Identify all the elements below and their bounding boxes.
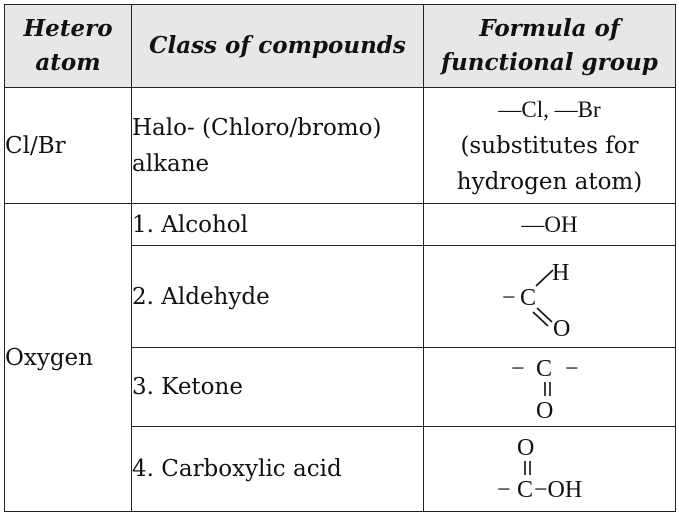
functional-groups-table	[4, 4, 676, 512]
bond-dash: −	[496, 477, 511, 503]
class-cell: 4. Carboxylic acid	[132, 427, 424, 512]
header-class-of-compounds: Class of compounds	[132, 5, 424, 88]
formula-cell	[424, 88, 676, 204]
formula-line: hydrogen atom)	[456, 168, 643, 195]
formula-cell: —OH	[424, 204, 676, 246]
carboxylic-structure	[495, 433, 605, 505]
class-cell: 1. Alcohol	[132, 204, 424, 246]
formula-line: (substitutes for	[460, 132, 639, 159]
double-bond	[537, 308, 552, 322]
class-cell: 3. Ketone	[132, 348, 424, 427]
formula-cell	[424, 246, 676, 348]
formula-cell	[424, 427, 676, 512]
formula-cell	[424, 348, 676, 427]
aldehyde-structure	[490, 252, 610, 342]
oxygen-symbol: O	[552, 315, 570, 342]
table-row	[5, 204, 676, 246]
bond-dash: −	[564, 356, 579, 382]
hydrogen-symbol: H	[551, 259, 569, 286]
header-formula: Formula of functional group	[424, 5, 676, 88]
carbon-symbol: C	[516, 477, 533, 503]
hetero-atom-cell: Cl/Br	[5, 88, 132, 204]
oxygen-symbol: O	[535, 398, 553, 422]
formula-line: —Cl, —Br	[498, 96, 601, 122]
class-cell: 2. Aldehyde	[132, 246, 424, 348]
bond-dash: −	[510, 356, 525, 382]
bond-dash: −	[501, 284, 516, 311]
hydroxyl-group: −OH	[533, 477, 582, 503]
ketone-structure	[505, 352, 595, 422]
single-bond	[536, 270, 553, 286]
oxygen-symbol: O	[516, 435, 534, 461]
double-bond	[533, 312, 548, 326]
header-row	[5, 5, 676, 88]
hetero-atom-cell: Oxygen	[5, 204, 132, 512]
header-hetero-atom: Hetero atom	[5, 5, 132, 88]
class-cell: Halo- (Chloro/bromo) alkane	[132, 88, 424, 204]
carbon-symbol: C	[519, 284, 536, 311]
table-row	[5, 88, 676, 204]
carbon-symbol: C	[535, 356, 552, 382]
